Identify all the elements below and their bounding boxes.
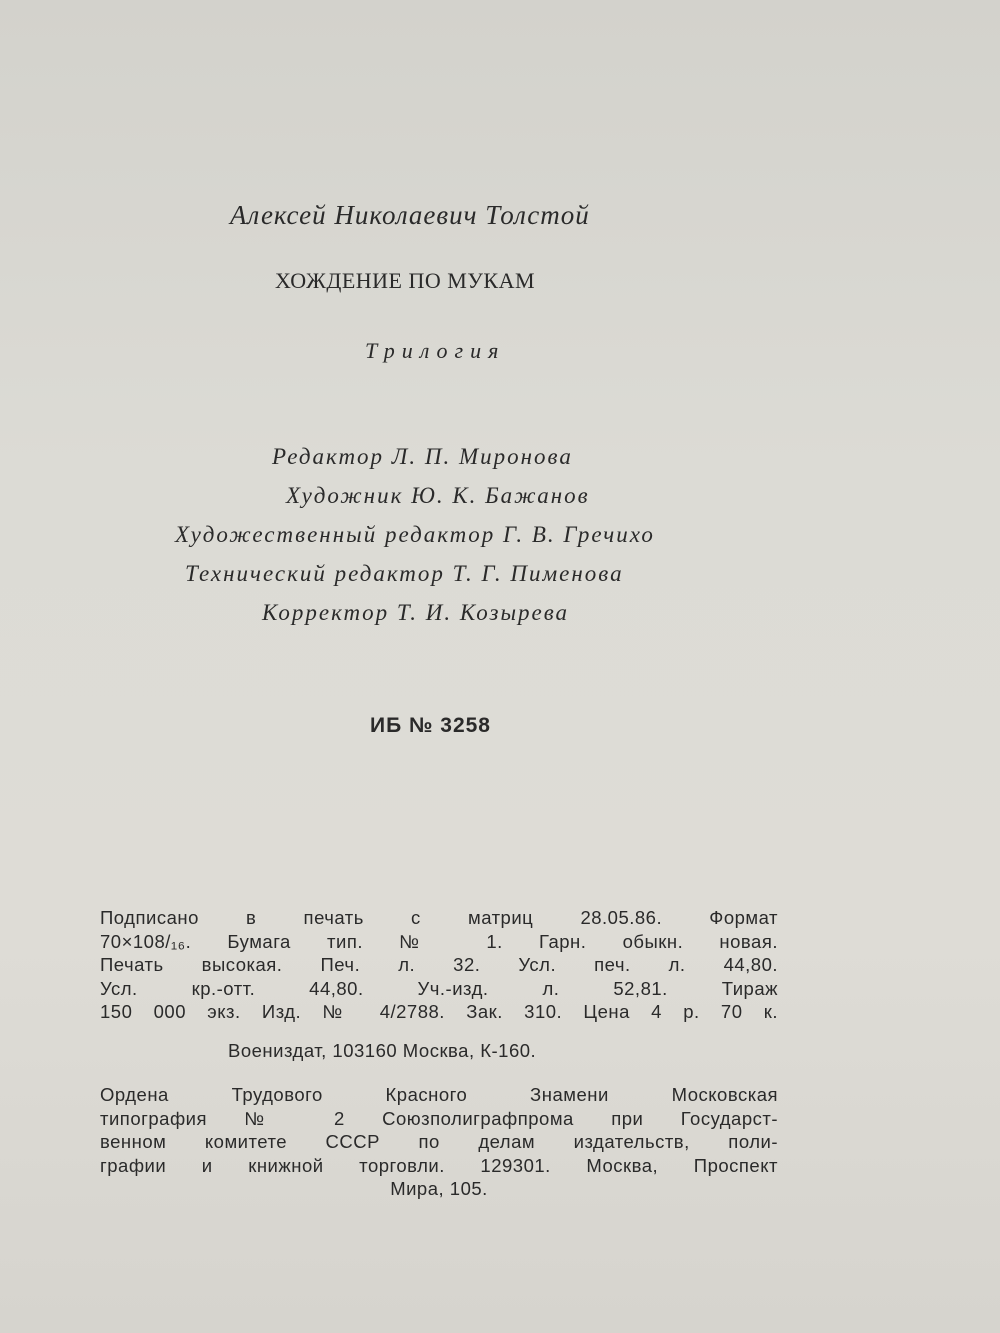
credit-artist: Художник Ю. К. Бажанов <box>286 483 590 508</box>
credit-proofreader: Корректор Т. И. Козырева <box>262 600 570 625</box>
credit-art-editor: Художественный редактор Г. В. Гречихо <box>175 522 655 547</box>
printer-info <box>100 1083 778 1201</box>
ib-number: ИБ № 3258 <box>370 714 491 737</box>
print-details-line: Печать высокая. Печ. л. 32. Усл. печ. л. 44,80. <box>100 954 778 975</box>
print-details-line: Подписано в печать с матриц 28.05.86. Формат <box>100 907 778 928</box>
printer-info-line: венном комитете СССР по делам издательств, поли- <box>100 1131 778 1152</box>
printer-info-line: Ордена Трудового Красного Знамени Московская <box>100 1084 778 1105</box>
print-details-line: Усл. кр.-отт. 44,80. Уч.-изд. л. 52,81. Тираж <box>100 977 778 999</box>
book-subtitle: Трилогия <box>365 338 506 363</box>
credit-editor: Редактор Л. П. Миронова <box>272 444 573 469</box>
credit-technical-editor: Технический редактор Т. Г. Пименова <box>185 561 624 586</box>
printer-info-line: Мира, 105. <box>390 1178 488 1199</box>
publisher-address: Воениздат, 103160 Москва, К-160. <box>228 1040 537 1061</box>
print-details-line: 150 000 экз. Изд. № 4/2788. Зак. 310. Цена 4 р. 70 к. <box>100 1001 778 1022</box>
print-details <box>100 906 778 1024</box>
printer-info-line: типография № 2 Союзполиграфпрома при Государст- <box>100 1107 778 1129</box>
author-name: Алексей Николаевич Толстой <box>230 200 590 230</box>
print-details-line: 70×108/₁₆. Бумага тип. № 1. Гарн. обыкн. новая. <box>100 930 778 952</box>
printer-info-line: графии и книжной торговли. 129301. Москва, Проспект <box>100 1154 778 1176</box>
book-title: ХОЖДЕНИЕ ПО МУКАМ <box>275 268 536 293</box>
